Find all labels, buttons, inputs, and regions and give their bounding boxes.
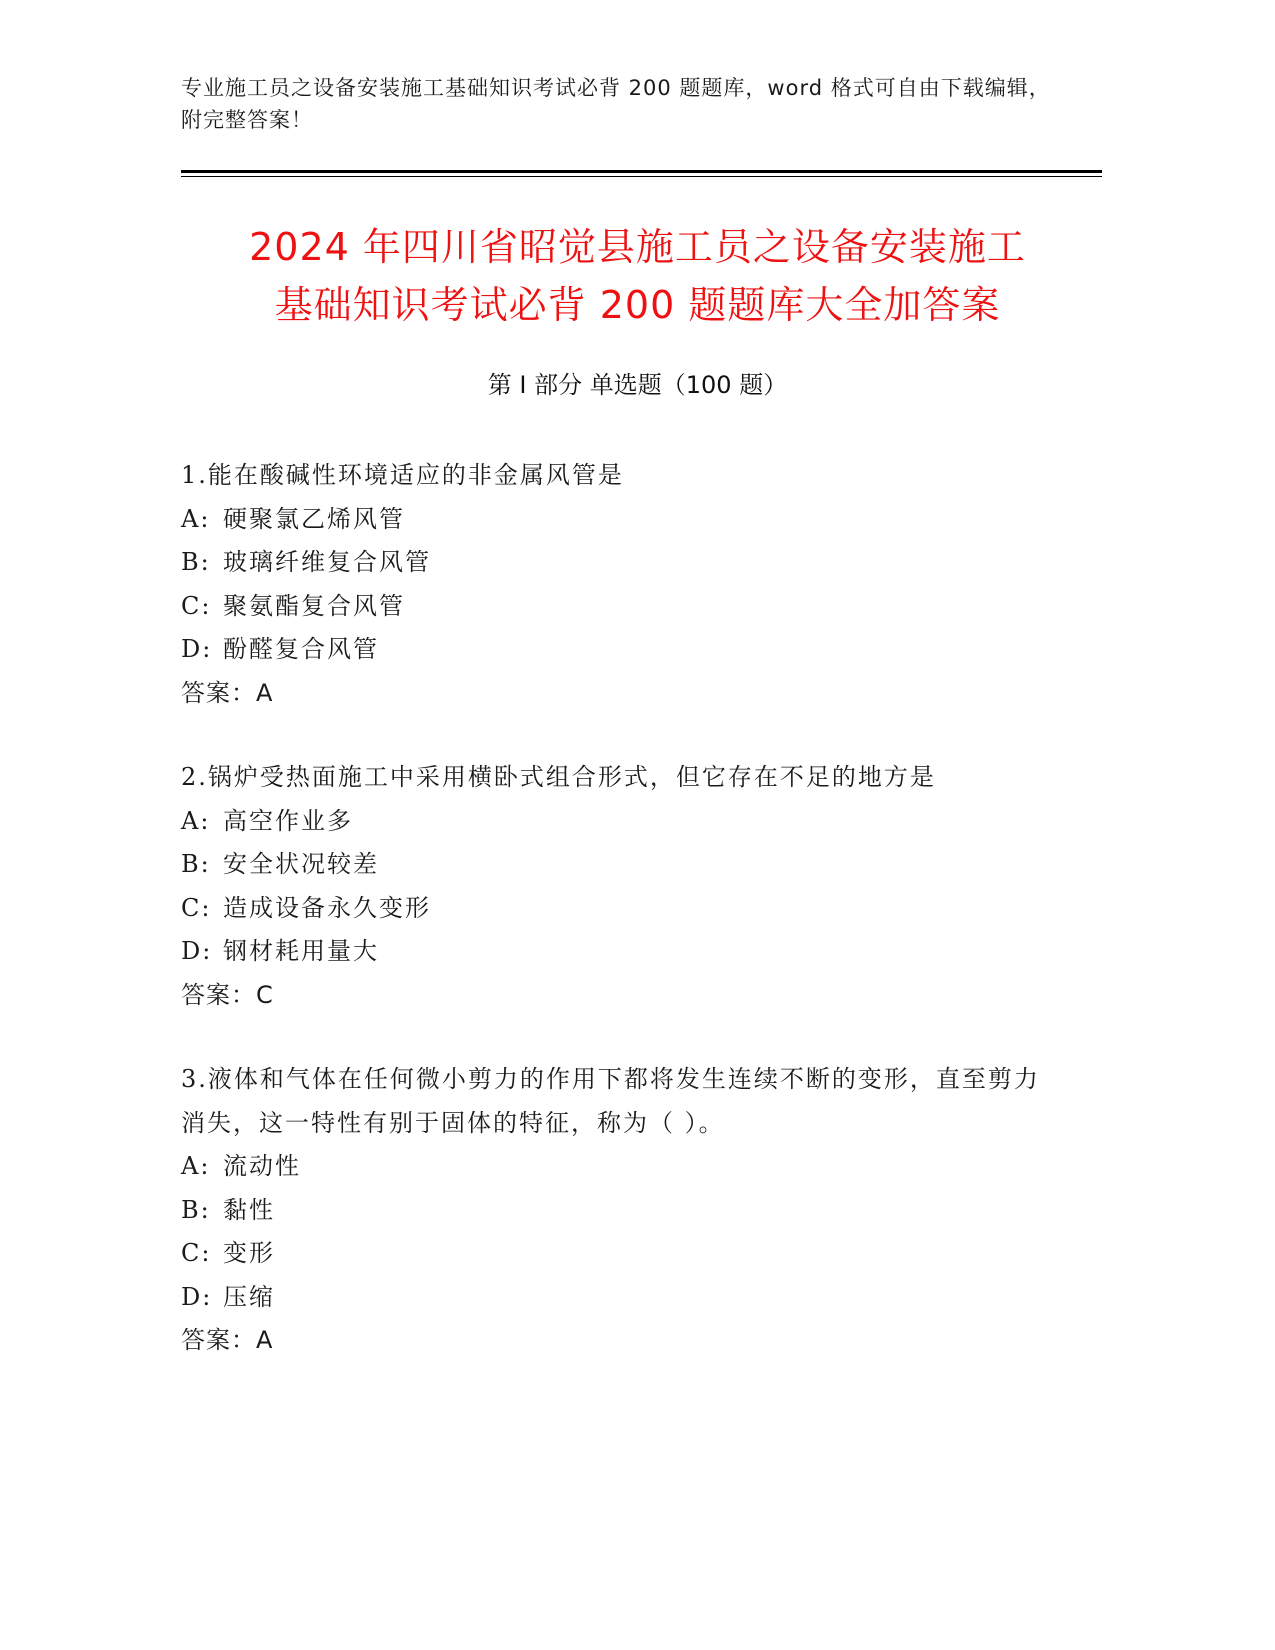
option-letter: B: xyxy=(181,850,211,878)
option-letter: B: xyxy=(181,548,211,576)
option-letter: A: xyxy=(181,1152,211,1180)
option-letter: C: xyxy=(181,591,212,620)
option-letter: C: xyxy=(181,893,212,922)
header-divider-thin xyxy=(181,176,1102,177)
question-stem: 3.液体和气体在任何微小剪力的作用下都将发生连续不断的变形，直至剪力消失，这一特性有别于固体的特征，称为（ ）。 xyxy=(181,1065,1040,1137)
option-letter: D: xyxy=(181,937,213,965)
option-letter: A: xyxy=(181,504,211,533)
option-b xyxy=(181,843,1061,887)
option-c xyxy=(181,585,1061,629)
option-text: 聚氨酯复合风管 xyxy=(223,591,405,620)
option-text: 压缩 xyxy=(223,1282,275,1311)
option-c xyxy=(181,887,1061,931)
question-2 xyxy=(181,756,1061,1017)
option-letter: B: xyxy=(181,1195,211,1224)
option-text: 造成设备永久变形 xyxy=(223,893,431,922)
title-line-2: 基础知识考试必背 200 题题库大全加答案 xyxy=(274,283,1001,327)
answer-line: 答案：C xyxy=(181,980,274,1009)
question-1 xyxy=(181,454,1061,715)
option-a xyxy=(181,800,1061,844)
question-3 xyxy=(181,1058,1061,1363)
option-d xyxy=(181,628,1061,672)
document-title xyxy=(130,218,1145,334)
option-text: 钢材耗用量大 xyxy=(223,937,379,965)
question-stem: 2.锅炉受热面施工中采用横卧式组合形式，但它存在不足的地方是 xyxy=(181,763,936,791)
option-letter: C: xyxy=(181,1239,212,1267)
option-d xyxy=(181,930,1061,974)
option-c xyxy=(181,1232,1061,1276)
title-line-1: 2024 年四川省昭觉县施工员之设备安装施工 xyxy=(249,225,1026,269)
option-a xyxy=(181,1145,1061,1189)
header-note: 专业施工员之设备安装施工基础知识考试必背 200 题题库，word 格式可自由下载编辑，附完整答案！ xyxy=(181,76,1051,132)
option-d xyxy=(181,1276,1061,1320)
answer-line: 答案：A xyxy=(181,678,274,707)
question-list xyxy=(181,454,1061,1363)
option-letter: D: xyxy=(181,635,213,663)
answer-line: 答案：A xyxy=(181,1326,274,1354)
option-text: 变形 xyxy=(223,1239,275,1267)
option-text: 高空作业多 xyxy=(223,806,353,835)
option-letter: A: xyxy=(181,806,211,835)
section-title: 第 I 部分 单选题（100 题） xyxy=(487,371,788,399)
option-letter: D: xyxy=(181,1282,213,1311)
option-b xyxy=(181,541,1061,585)
option-text: 黏性 xyxy=(223,1195,275,1224)
option-text: 酚醛复合风管 xyxy=(223,635,379,663)
option-text: 硬聚氯乙烯风管 xyxy=(223,504,405,533)
option-text: 流动性 xyxy=(223,1152,301,1180)
option-a xyxy=(181,498,1061,542)
question-stem: 1.能在酸碱性环境适应的非金属风管是 xyxy=(181,461,624,489)
option-text: 安全状况较差 xyxy=(223,850,379,878)
option-text: 玻璃纤维复合风管 xyxy=(223,548,431,576)
header-divider-thick xyxy=(181,170,1102,173)
option-b xyxy=(181,1189,1061,1233)
